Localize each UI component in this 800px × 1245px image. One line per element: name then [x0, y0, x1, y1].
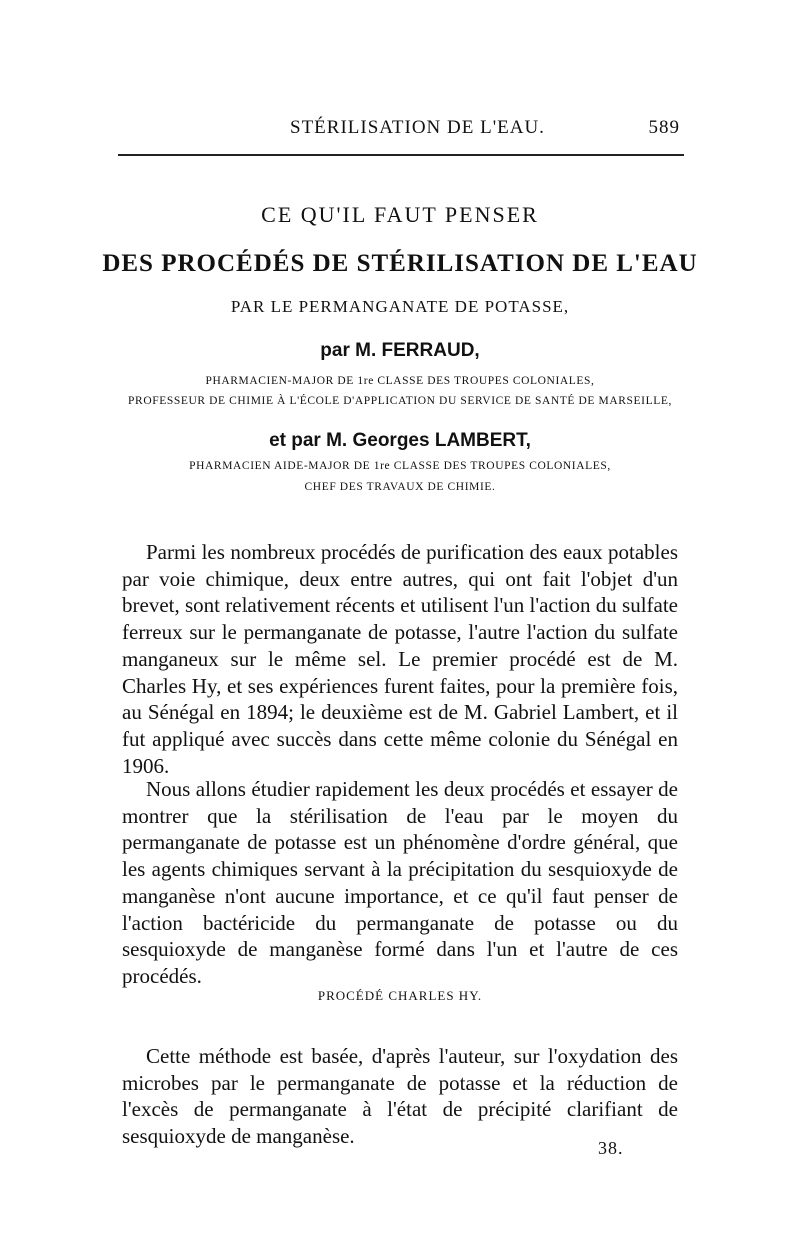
author-2-affiliation-1: PHARMACIEN AIDE-MAJOR DE 1re CLASSE DES TROUPES COLONIALES, — [189, 460, 611, 472]
article-title-line-1: CE QU'IL FAUT PENSER — [261, 202, 539, 227]
paragraph-2: Nous allons étudier rapidement les deux procédés et essayer de montrer que la stérilisation de l'eau par le moyen du permanganate de potasse est un phénomène d'ordre général, que les agents chimiques servant à la précipitation du sesquioxyde de manganèse n'ont aucune importance, et ce qu'il faut penser de l'action bactéricide du permanganate de potasse ou du sesquioxyde de manganèse formé dans l'un et l'autre de ces procédés. — [122, 777, 678, 988]
author-2-affiliation-2: CHEF DES TRAVAUX DE CHIMIE. — [304, 481, 496, 493]
running-header — [120, 117, 680, 143]
author-1: par M. FERRAUD, — [320, 340, 480, 361]
page-number: 589 — [648, 117, 680, 138]
author-1-affiliation-2: PROFESSEUR DE CHIMIE À L'ÉCOLE D'APPLICATION DU SERVICE DE SANTÉ DE MARSEILLE, — [128, 395, 672, 407]
signature-mark: 38. — [598, 1138, 624, 1158]
author-2: et par M. Georges LAMBERT, — [269, 430, 531, 451]
article-title-line-2: DES PROCÉDÉS DE STÉRILISATION DE L'EAU — [102, 250, 698, 277]
header-rule — [118, 154, 684, 156]
author-1-affiliation-1: PHARMACIEN-MAJOR DE 1re CLASSE DES TROUPES COLONIALES, — [205, 375, 595, 387]
paragraph-3: Cette méthode est basée, d'après l'auteur, sur l'oxydation des microbes par le permanganate de potasse et la réduction de l'excès de permanganate à l'état de précipité clarifiant de sesquioxyde de manganèse. — [122, 1044, 678, 1149]
running-title: STÉRILISATION DE L'EAU. — [290, 117, 545, 138]
section-subheading: PROCÉDÉ CHARLES HY. — [317, 988, 483, 1003]
article-title-line-3: PAR LE PERMANGANATE DE POTASSE, — [230, 297, 570, 316]
paragraph-1: Parmi les nombreux procédés de purification des eaux potables par voie chimique, deux entre autres, qui ont fait l'objet d'un brevet, sont relativement récents et utilisent l'un l'action du sulfate ferreux sur le permanganate de potasse, l'autre l'action du sulfate manganeux sur le même sel. Le premier procédé est de M. Charles Hy, et ses expériences furent faites, pour la première fois, au Sénégal en 1894; le deuxième est de M. Gabriel Lambert, et il fut appliqué avec succès dans cette même colonie du Sénégal en 1906. — [122, 540, 678, 778]
